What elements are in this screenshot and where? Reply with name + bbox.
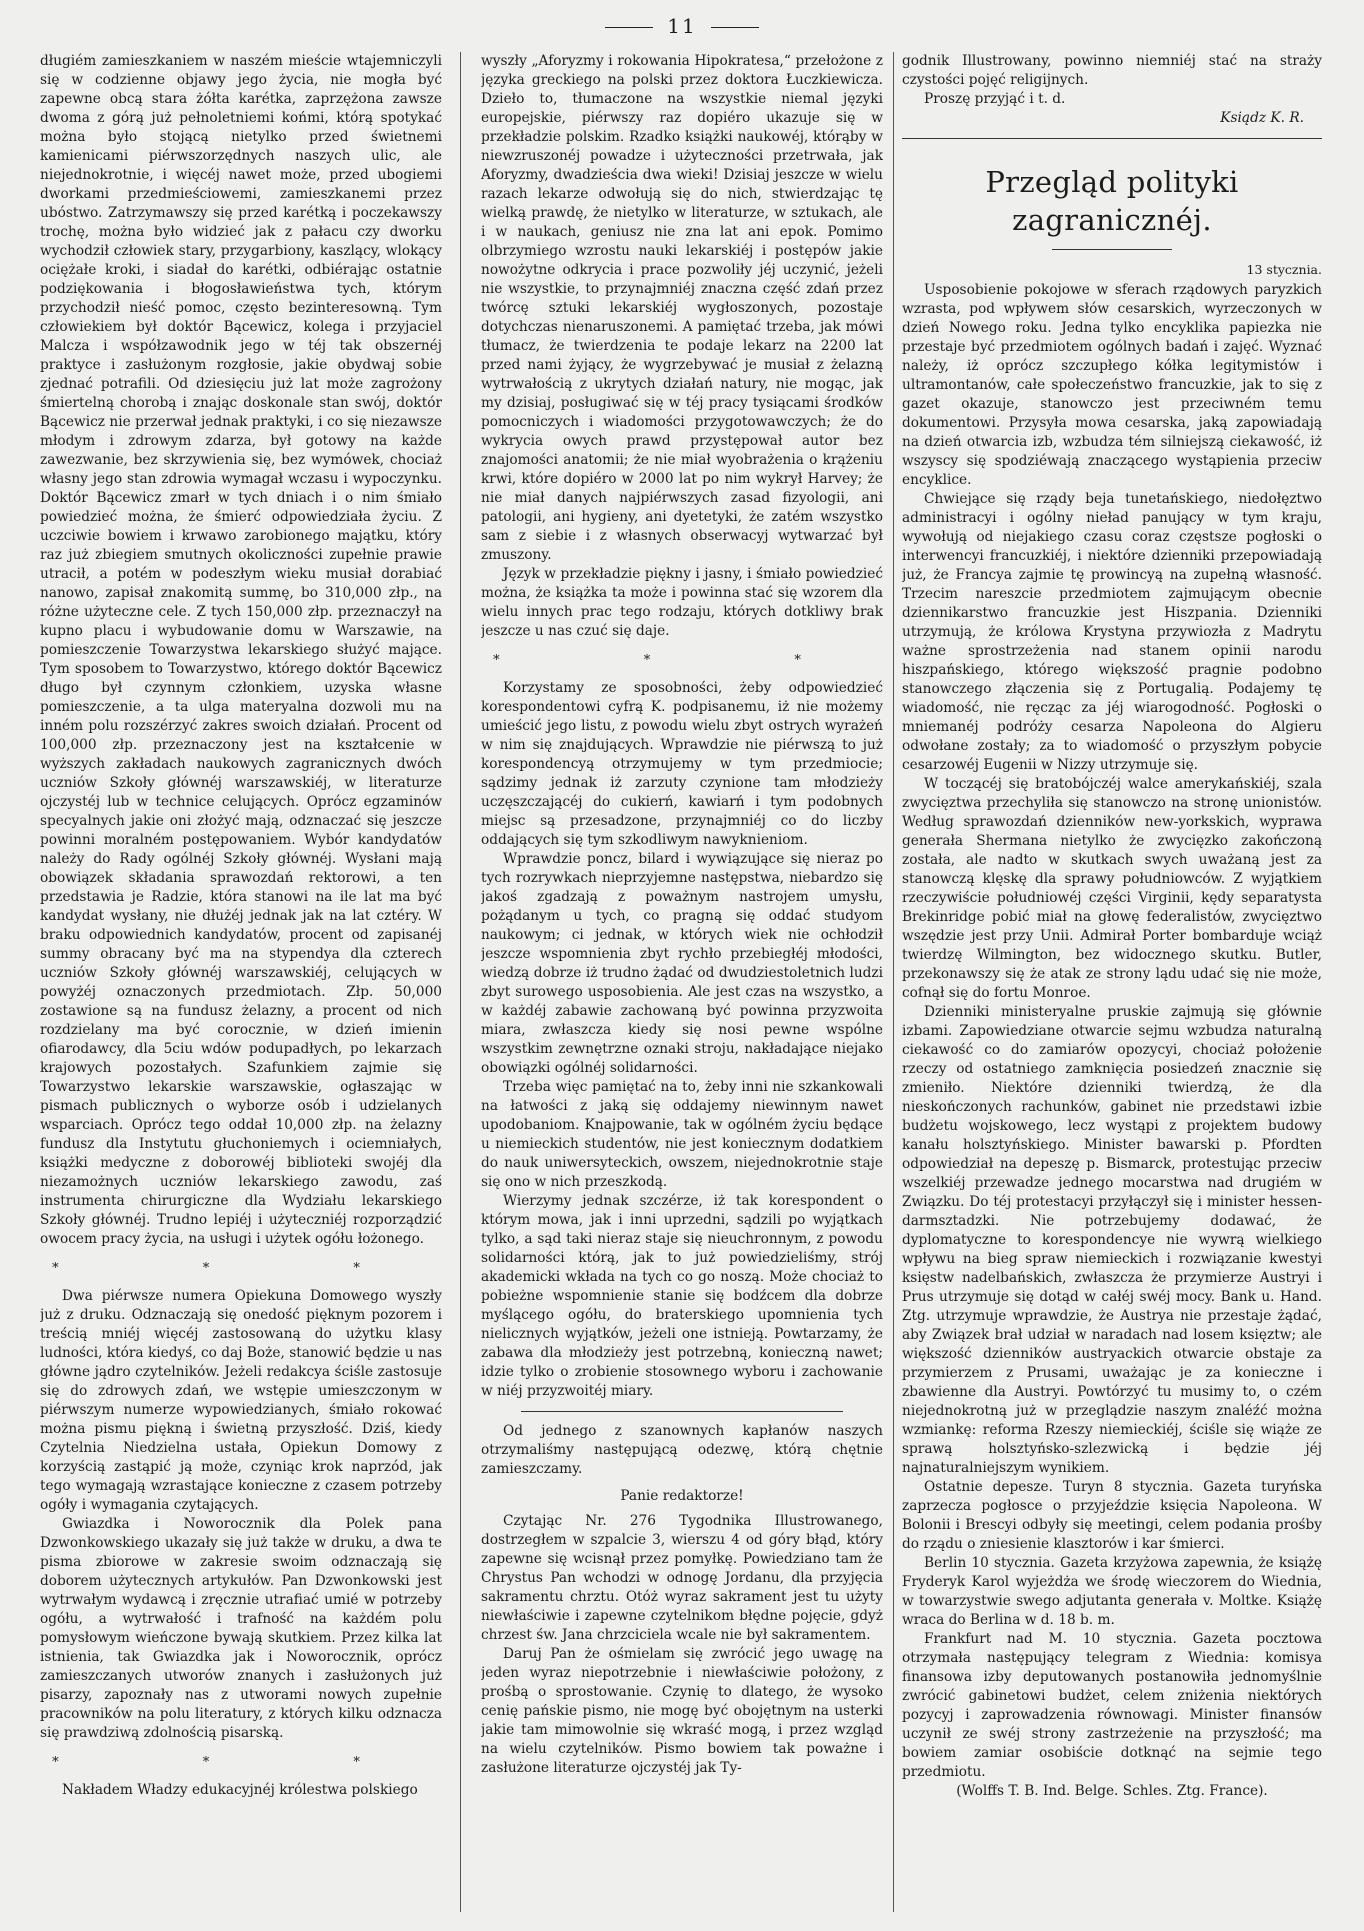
column-rule [893,52,894,1912]
horizontal-rule [521,1411,843,1412]
politics-tunis-spain: Chwiejące się rządy beja tunetańskiego, niedołęztwo administracyi i ogólny nieład panujący w tym kraju, wywołują od niejakiego czasu coraz częstsze pogłoski o interwencyi francuzkiéj, i niektóre dzienniki przepowiadają już, że Francya zajmie tę prowincyą na zupełną własność. Trzecim nareszcie przedmiotem zajmującym obecnie dziennikarstwo francuzkie jest Hiszpania. Dzienniki utrzymują, że królowa Krystyna przywiozła z Madrytu ważne sprostrzeżenia nad stanem opinii narodu hiszpańskiego, którego większość pragnie podobno stanowczego złączenia się z Portugalią. Podajemy tę wiadomość, nie ręcząc za jéj wiarogodność. Pogłoski o mniemanéj podróży cesarza Napoleona do Algieru odwołane zostały; za to wiadomość o przyszłym pobycie cesarzowéj Eugenii w Nizzy utrzymuje się. [902,491,1322,773]
section-headline: Przegląd polityki zagranicznéj. [985,165,1239,237]
column-1 [40,52,442,1912]
article-bacewicz: długiém zamieszkaniem w naszém mieście wtajemniczyli się w codzienne objawy jego życia, nie mogła być zapewne obcą stara żółta karétka, zaprzężona zawsze dwoma z górą już pełnoletniemi końmi, którą spotykać można było stojącą nietylko przed świetnemi kamienicami piérwszorzędnych naszych ulic, ale niejednokrotnie, i więcéj nawet może, przed ubogiemi dworkami przedmieściowemi, zamieszkanemi przez ubóstwo. Zatrzymawszy się przed karétką i poczekawszy trochę, można było widzieć jak z pałacu czy dworku wychodził człowiek stary, przygarbiony, kaszlący, wlokący ociężałe kroki, i siadał do karétki, odbiérając ostatnie podziękowania i błogosławieństwa tych, którym przychodził nieść pomoc, często bezinteresowną. Tym człowiekiem był doktór Bącewicz, kolega i przyjaciel Malcza i współzawodnik jego w téj tak obszernéj praktyce i zasłużonym rozgłosie, jakie obydwaj sobie zjednać potrafili. Od dziesięciu już lat może zagrożony śmiertelną chorobą i znając doskonale stan swój, doktór Bącewicz nie przerwał jednak praktyki, i co się niezawsze młodym i zdrowym zdarza, był gotowy na każde zawezwanie, bez skrzywienia się, bez wymówek, chociaż własny jego stan zdrowia wymagał wczasu i wypoczynku. Doktór Bącewicz zmarł w tych dniach i o nim śmiało powiedzieć można, że śmierć odpowiedziała życiu. Z uczciwie bowiem i krwawo zarobionego majątku, który raz już zbiegiem smutnych okoliczności zupełnie prawie utracił, a potém w podeszłym wieku musiał dorabiać nanowo, zapisał znakomitą summę, bo 310,000 złp., na różne użyteczne cele. Z tych 150,000 złp. przeznaczył na kupno placu i wybudowanie domu w Warszawie, na pomieszczenie Towarzystwa lekarskiego służyć mające. Tym sposobem to Towarzystwo, którego doktór Bącewicz długo był czynnym członkiem, uzyska własne pomieszczenie, a ta ulga materyalna dozwoli mu na inném polu rozszérzyć zakres swoich działań. Procent od 100,000 złp. przeznaczony jest na kształcenie w wyższych zakładach naukowych zagranicznych dwóch uczniów Szkoły głównéj warszawskiéj, w literaturze ojczystéj lub w technice celujących. Oprócz egzaminów specyalnych jakie oni złożyć mają, odznaczać się jeszcze powinni moralném postępowaniem. Wybór kandydatów należy do Rady ogólnéj Szkoły głównéj. Wysłani mają obowiązek składania sprawozdań rektorowi, a ten przedstawia je Radzie, która stanowi na ile lat ma być kandydat wysłany, nie dłużéj jednak jak na lat cztéry. W braku odpowiednich kandydatów, procent od zapisanéj summy obracany być ma na stypendya dla czterech uczniów Szkoły głównéj warszawskiéj, celujących w powyżéj oznaczonych przedmiotach. Złp. 50,000 zostawione są na fundusz żelazny, a procent od nich rozdzielany ma być corocznie, w dzień imienin ofiarodawcy, dla 5ciu wdów podupadłych, po lekarzach krajowych pozostałych. Szafunkiem zajmie się Towarzystwo lekarskie warszawskie, ogłaszając w pismach publicznych o wyborze osób i udzielanych wsparciach. Oprócz tego oddał 10,000 złp. na żelazny fundusz dla Instytutu głuchoniemych i ociemniałych, książki medyczne z doborowéj biblioteki swojéj dla niezamożnych uczniów lekarskiego zawodu, zaś instrumenta chirurgiczne dla Wydziału lekarskiego Szkoły głównéj. Trudno lepiéj i użyteczniéj rozporządzić owocem pracy życia, na usługi i użytek ogółu łożonego. [40,53,442,1247]
article-aforyzmy-start: Nakładem Władzy edukacyjnéj królestwa polskiego [62,1782,418,1798]
letter-body-2: Daruj Pan że ośmielam się zwrócić jego uwagę na jeden wyraz niepotrzebnie i niewłaściwie położony, z prośbą o sprostowanie. Czynię to dlatego, że wysoko cenię pańskie pismo, nie mogę być obojętnym na usterki jakie tam mimowolnie się wkraść mogą, i przez wzgląd na wielu czytelników. Pismo bowiem tak poważne i zasłużone literaturze ojczystéj jak Ty- [481,1646,883,1776]
letter-salutation: Panie redaktorze! [620,1488,744,1504]
dispatch-sources: (Wolffs T. B. Ind. Belge. Schles. Ztg. France). [956,1783,1268,1799]
dispatch-berlin: Berlin 10 stycznia. Gazeta krzyżowa zapewnia, że książę Fryderyk Karol wyjeżdża we środę wieczorem do Wiednia, w towarzystwie swego adjutanta generała v. Moltke. Książę wraca do Berlina w d. 18 b. m. [902,1555,1322,1628]
letter-closing: Proszę przyjąć i t. d. [924,91,1066,107]
article-aforyzmy-end: Język w przekładzie piękny i jasny, i śmiało powiedzieć można, że książka ta może i powinna stać się wzorem dla wielu innych prac tego rodzaju, których dotkliwy brak jeszcze u nas czuć się daje. [481,566,883,639]
section-divider-stars: * * * [52,1755,430,1770]
page-number: 11 [0,14,1364,38]
article-gwiazdka: Gwiazdka i Noworocznik dla Polek pana Dzwonkowskiego ukazały się już także w druku, a dwa te pisma zbiorowe w zakresie swoim odznaczają się doborem użytecznych artykułów. Pan Dzwonkowski jest wytrwałym wydawcą i zręcznie utrafiać umié w potrzeby ogółu, a wytrwałość i trafność na każdém polu pomysłowym wieńczone bywają skutkiem. Przez kilka lat istnienia, tak Gwiazdka jak i Noworocznik, oprócz zamieszczanych utworów znanych i zasłużonych już pisarzy, zapoznały nas z utworami nowych zupełnie pracowników na polu literatury, z których kilku odznacza się prawdziwą zdolnością pisarską. [40,1516,442,1741]
dispatch-turin: Ostatnie depesze. Turyn 8 stycznia. Gazeta turyńska zaprzecza pogłosce o przyjeździe księcia Napoleona. W Bolonii i Brescyi odbyły się meetingi, celem podania prośby do rządu o zniesienie klasztorów i kar śmierci. [902,1479,1322,1552]
letter-signature: Ksiądz K. R. [1220,110,1304,126]
letter-intro: Od jednego z szanownych kapłanów naszych otrzymaliśmy następującą odezwę, którą chętnie zamieszczamy. [481,1423,883,1477]
horizontal-rule [902,138,1322,139]
article-korespondent-2: Wprawdzie poncz, bilard i wywiązujące się nieraz po tych rozrywkach nieprzyjemne następstwa, niebardzo się jakoś zgadzają z poważnym nastrojem umysłu, pożądanym u tych, co pragną się oddać studyom naukowym; ci jednak, w których wiek nie ochłodził jeszcze wspomnienia zbyt rychło przebiegłéj młodości, wiedzą dobrze iż trudno żądać od dwudziestoletnich ludzi zbyt surowego usposobienia. Ale jest czas na wszystko, a w każdéj zabawie zachowaną być powinna przyzwoita miara, zwłaszcza kiedy się nosi pewne wspólne wszystkim zewnętrzne oznaki stroju, nakładające niejako obowiązki ogólnéj solidarności. [481,851,883,1076]
dispatch-frankfurt: Frankfurt nad M. 10 stycznia. Gazeta pocztowa otrzymała następujący telegram z Wiednia: komisya finansowa izby deputowanych postanowiła jednomyślnie zwrócić gabinetowi budżet, celem zniżenia niektórych pozycyj i zaprowadzenia równowagi. Minister finansów uczynił ze swéj strony zastrzeżenie na przyszłość; ma bowiem zamiar osobiście dotknąć na sejmie tego przedmiotu. [902,1631,1322,1780]
article-date: 13 stycznia. [1246,262,1322,277]
article-korespondent-4: Wierzymy jednak szczérze, iż tak korespondent o którym mowa, jak i inni uprzedni, sądzili po wyjątkach tylko, a sąd taki nieraz staje się nieuchronnym, z powodu solidarności którą, jak to już powiedzieliśmy, strój akademicki wkłada na tych co go noszą. Może chociaż to pobieżne wspomnienie stanie się bodźcem dla dobrze myślącego ogółu, do braterskiego upomnienia tych nielicznych wyjątków, jeżeli one istnieją. Powtarzamy, że zabawa dla młodzieży jest potrzebną, konieczną nawet; idzie tylko o zrobienie stosownego wyboru i zachowanie w niéj przyzwoitéj miary. [481,1193,883,1399]
politics-america: W toczącéj się bratobójczéj walce amerykańskiéj, szala zwycięztwa przechyliła się stanowczo na stronę unionistów. Według sprawozdań dzienników new-yorkskich, wyprawa generała Shermana nietylko że zwycięzko zakończoną została, ale nadto w skutkach swych uważaną jest za stanowczą klęskę dla sprawy południowców. Z wyjątkiem rzeczywiście południowéj części Virginii, kędy separatysta Brekinridge pobić miał na głowę federalistów, zwycięztwo wszędzie jest przy Unii. Admirał Porter bombarduje wciąż twierdzę Wilmington, bez widocznego skutku. Butler, przekonawszy się że atak ze strony lądu udać się nie może, cofnął się do fortu Monroe. [902,776,1322,1001]
article-opiekun-domowy: Dwa piérwsze numera Opiekuna Domowego wyszły już z druku. Odznaczają się onedość pięknym pozorem i treścią mniéj więcéj zastosowaną do użytku klasy ludności, która kiedyś, co daj Boże, stanowić będzie u nas główne jądro czytelników. Jeżeli redakcya ściśle zastosuje się do zdrowych zdań, we wstępie umieszczonym w piérwszym numerze wypowiedzianych, śmiało rokować można pismu piękną i świetną przyszłość. Dziś, kiedy Czytelnia Niedzielna ustała, Opiekun Domowy z korzyścią zastąpić ją może, czyniąc krok naprzód, jak tego wymagają wzrastające konieczne z czasem potrzeby ogóły i wymagania czytających. [40,1288,442,1513]
column-3 [902,52,1322,1912]
article-korespondent-3: Trzeba więc pamiętać na to, żeby inni nie szkankowali na łatwości z jaką się oddajemy niewinnym nawet upodobaniom. Knajpowanie, tak w ogólném życiu będące u niemieckich studentów, nie jest koniecznym dodatkiem do nauk uniwersyteckich, owszem, niejednokrotnie staje się ono w nich przeszkodą. [481,1079,883,1190]
politics-france: Usposobienie pokojowe w sferach rządowych paryzkich wzrasta, pod wpływem słów cesarskich, wyrzeczonych w dzień Nowego roku. Jedna tylko encyklika papiezka nie przestaje być przedmiotem ogólnych badań i zajęć. Wyznać należy, iż oprócz szczupłego kółka legitymistów i ultramontanów, całe społeczeństwo francuzkie, jak to się z gazet okazuje, stanowczo jest przeciwném temu dokumentowi. Przysyła mowa cesarska, jaką zapowiadają na dzień otwarcia izb, wzbudza tém silniejszą ciekawość, iż wszyscy się spodziéwają znaczącego wystąpienia przeciw encyklice. [902,282,1322,488]
section-divider-stars: * * * [52,1261,430,1276]
column-2 [481,52,883,1912]
letter-body-end: godnik Illustrowany, powinno niemniéj stać na straży czystości pojęć religijnych. [902,53,1322,88]
politics-prussia: Dzienniki ministeryalne pruskie zajmują się głównie izbami. Zapowiedziane otwarcie sejmu wzbudza naturalną ciekawość co do zamiarów opozycyi, chociaż położenie rzeczy od ostatniego zamknięcia posiedzeń znacznie się zmieniło. Niektóre dzienniki twierdzą, że dla nieskończonych rachunków, gabinet nie przedstawi izbie budżetu wojskowego, lecz wystąpi z projektem budowy kanału holsztyńskiego. Minister bawarski p. Pfordten odpowiedział na depeszę p. Bismarck, protestując przeciw wszelkiéj przewadze jednego mocarstwa nad drugiém w Związku. Do téj protestacyi przyłączył się i minister hessen-darmsztadzki. Nie potrzebujemy dodawać, że dyplomatyczne to korespondencye nie wywrą wielkiego wpływu na bieg spraw niemieckich i rozwiązanie kwestyi księstw nadelbańskich, zwłaszcza że przymierze Austryi i Prus utrzymuje się dotąd w całéj swéj mocy. Bank u. Hand. Ztg. utrzymuje wprawdzie, że Austrya nie przestaje żądać, aby Związek brał udział w naradach nad losem księztw; ale większość dzienników austryackich otwarcie obstaje za przymierzem z Prusami, uważając je za konieczne i zbawienne dla Austryi. Powtórzyć tu musimy to, o czém niejednokrotną już w przeglądzie naszym znaléźć można wzmiankę: reforma Rzeszy niemieckiéj, ściśle się wiąże ze sprawą holsztyńsko-szlezwicką i będzie jéj najnaturalniejszym wynikiem. [902,1004,1322,1476]
section-divider-stars: * * * [493,653,871,668]
article-korespondent: Korzystamy ze sposobności, żeby odpowiedzieć korespondentowi cyfrą K. podpisanemu, iż nie możemy umieścić jego listu, z powodu wielu zbyt ostrych wyrażeń w nim się znajdujących. Wprawdzie nie piérwszą to już korespondencyą otrzymujemy w tym przedmiocie; sądzimy jednak iż zarzuty czynione tam młodzieży uczęszczającéj do cukierń, kawiarń i tym podobnych miejsc są przesadzone, przynajmniéj co do liczby oddających się tym szkodliwym nawyknieniom. [481,680,883,848]
article-aforyzmy-cont: wyszły „Aforyzmy i rokowania Hipokratesa,“ przełożone z języka greckiego na polski przez doktora Łuczkiewicza. Dzieło to, tłumaczone na wszystkie niemal języki europejskie, piérwszy raz dopiéro ukazuje się w przekładzie polskim. Rzadko książki naukowéj, którąby w niewzruszonéj powadze i użyteczności przetrwała, jak Aforyzmy, dwadzieścia dwa wieki! Dzisiaj jeszcze w wielu razach lekarze odwołują się do nich, stwierdzając tę wielką prawdę, że nietylko w literaturze, w sztukach, ale i w naukach, geniusz nie zna lat ani epok. Pomimo olbrzymiego wzrostu nauki lekarskiéj i postępów jakie nowożytne odkrycia i prace pozwoliły jéj uczynić, jeżeli nie wszystkie, to przynajmniéj znaczna część zdań przez twórcę sztuki lekarskiéj wygłoszonych, pozostaje dotychczas nienaruszonemi. A pamiętać trzeba, jak mówi tłumacz, że twierdzenia te podaje lekarz na 2200 lat przed nami żyjący, że wygrzebywać je musiał z żelazną wytrwałością z ukrytych działań natury, nie mogąc, jak my dzisiaj, posługiwać się w téj pracy tysiącami środków pomocniczych i wiadomości przygotowawczych; że do wykrycia owych prawd przystępował autor bez znajomości anatomii; że nie miał wyobrażenia o krążeniu krwi, które dopiéro w 2000 lat po nim wykrył Harvey; że nie miał danych najpiérwszych zasad fizyologii, ani patologii, ani hygieny, ani dyetetyki, że zatém wszystko sam z siebie i z własnych obserwacyj wytwarzać był zmuszony. [481,53,883,563]
column-rule [460,52,461,1912]
headline-rule [1052,249,1172,250]
letter-body-1: Czytając Nr. 276 Tygodnika Illustrowanego, dostrzegłem w szpalcie 3, wierszu 4 od góry błąd, który zapewne się wcisnął przez pomyłkę. Powiedziano tam że Chrystus Pan wchodzi w odnogę Jordanu, dla przyjęcia sakramentu chrztu. Otóż wyraz sakrament jest tu użyty niewłaściwie i zapewne czytelnikom błędne pojęcie, gdyż chrzest św. Jana chrzciciela wcale nie był sakramentem. [481,1513,883,1643]
